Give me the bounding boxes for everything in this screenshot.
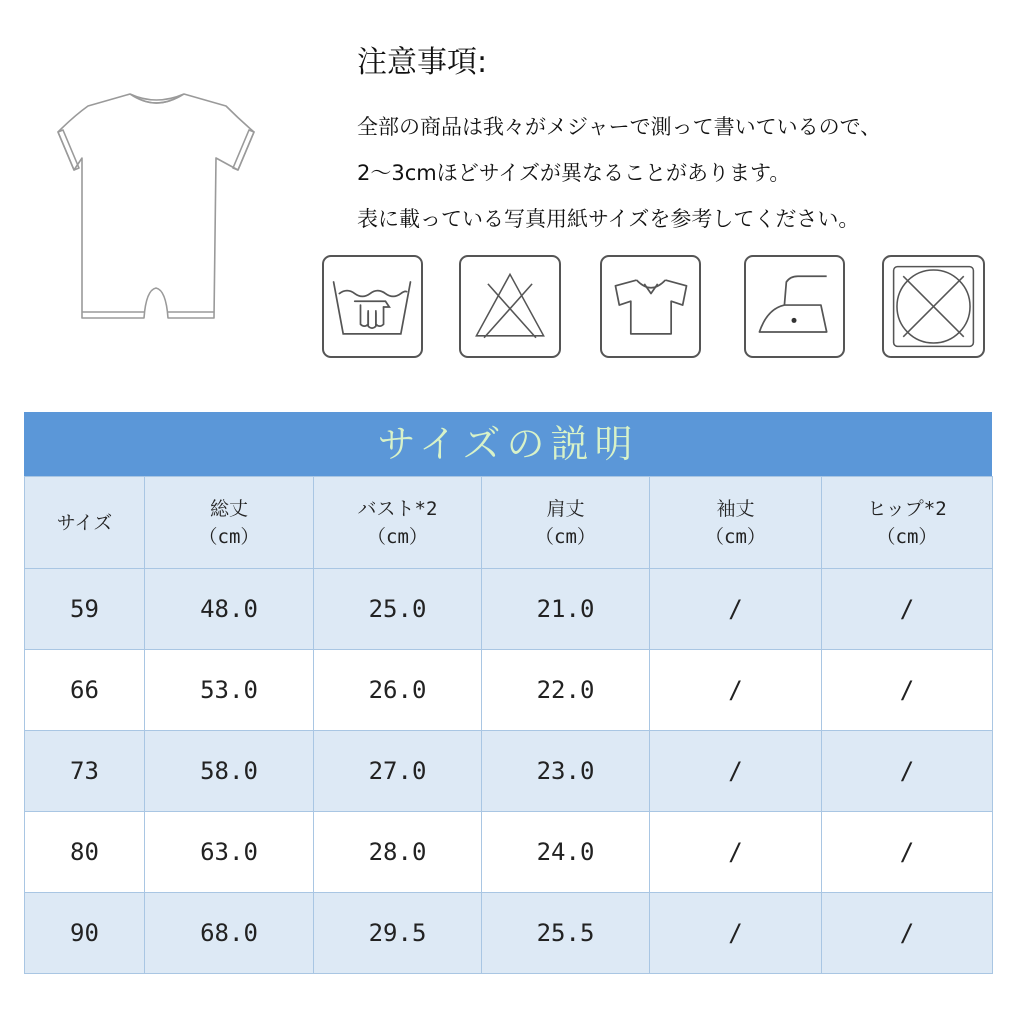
cell-size: 80 [25,812,145,893]
header-unit: （cm） [705,525,766,548]
table-row [25,650,993,731]
size-table [24,476,993,974]
notice-line-3: 表に載っている写真用紙サイズを参考してください。 [357,207,860,231]
notice-section [357,38,1017,242]
cell-total-length: 48.0 [145,569,314,650]
no-tumble-dry-icon [882,255,985,358]
cell-bust: 26.0 [314,650,482,731]
no-bleach-icon [459,255,561,358]
cell-hip: / [822,812,993,893]
header-hip: ヒップ*2 （cm） [822,477,993,569]
header-shoulder: 肩丈 （cm） [482,477,650,569]
header-unit: （cm） [876,525,938,548]
cell-size: 66 [25,650,145,731]
cell-hip: / [822,731,993,812]
cell-bust: 29.5 [314,893,482,974]
cell-shoulder: 21.0 [482,569,650,650]
header-bust: バスト*2 （cm） [314,477,482,569]
table-row [25,569,993,650]
header-unit: （cm） [535,525,596,548]
table-row [25,812,993,893]
header-size: サイズ [25,477,145,569]
shirt-icon [600,255,701,358]
cell-hip: / [822,650,993,731]
notice-line-2: 2〜3cmほどサイズが異なることがあります。 [357,161,791,185]
notice-title: 注意事項: [357,45,488,80]
cell-shoulder: 25.5 [482,893,650,974]
cell-shoulder: 23.0 [482,731,650,812]
cell-shoulder: 22.0 [482,650,650,731]
iron-low-icon [744,255,845,358]
table-header-row [25,477,993,569]
size-chart-title: サイズの説明 [377,422,639,466]
cell-size: 59 [25,569,145,650]
size-chart-header [24,412,992,476]
cell-sleeve: / [650,812,822,893]
cell-hip: / [822,893,993,974]
cell-sleeve: / [650,893,822,974]
hand-wash-icon [322,255,423,358]
cell-total-length: 58.0 [145,731,314,812]
header-sleeve: 袖丈 （cm） [650,477,822,569]
table-row [25,731,993,812]
cell-size: 90 [25,893,145,974]
cell-total-length: 68.0 [145,893,314,974]
cell-sleeve: / [650,731,822,812]
cell-total-length: 63.0 [145,812,314,893]
cell-total-length: 53.0 [145,650,314,731]
cell-shoulder: 24.0 [482,812,650,893]
cell-bust: 27.0 [314,731,482,812]
cell-bust: 28.0 [314,812,482,893]
notice-line-1: 全部の商品は我々がメジャーで測って書いているので、 [357,115,882,139]
cell-bust: 25.0 [314,569,482,650]
size-chart [24,412,992,975]
header-unit: （cm） [367,525,428,548]
header-unit: （cm） [198,525,260,548]
cell-sleeve: / [650,569,822,650]
romper-illustration [48,82,263,332]
table-row [25,893,993,974]
header-total-length: 総丈 （cm） [145,477,314,569]
cell-size: 73 [25,731,145,812]
cell-sleeve: / [650,650,822,731]
cell-hip: / [822,569,993,650]
